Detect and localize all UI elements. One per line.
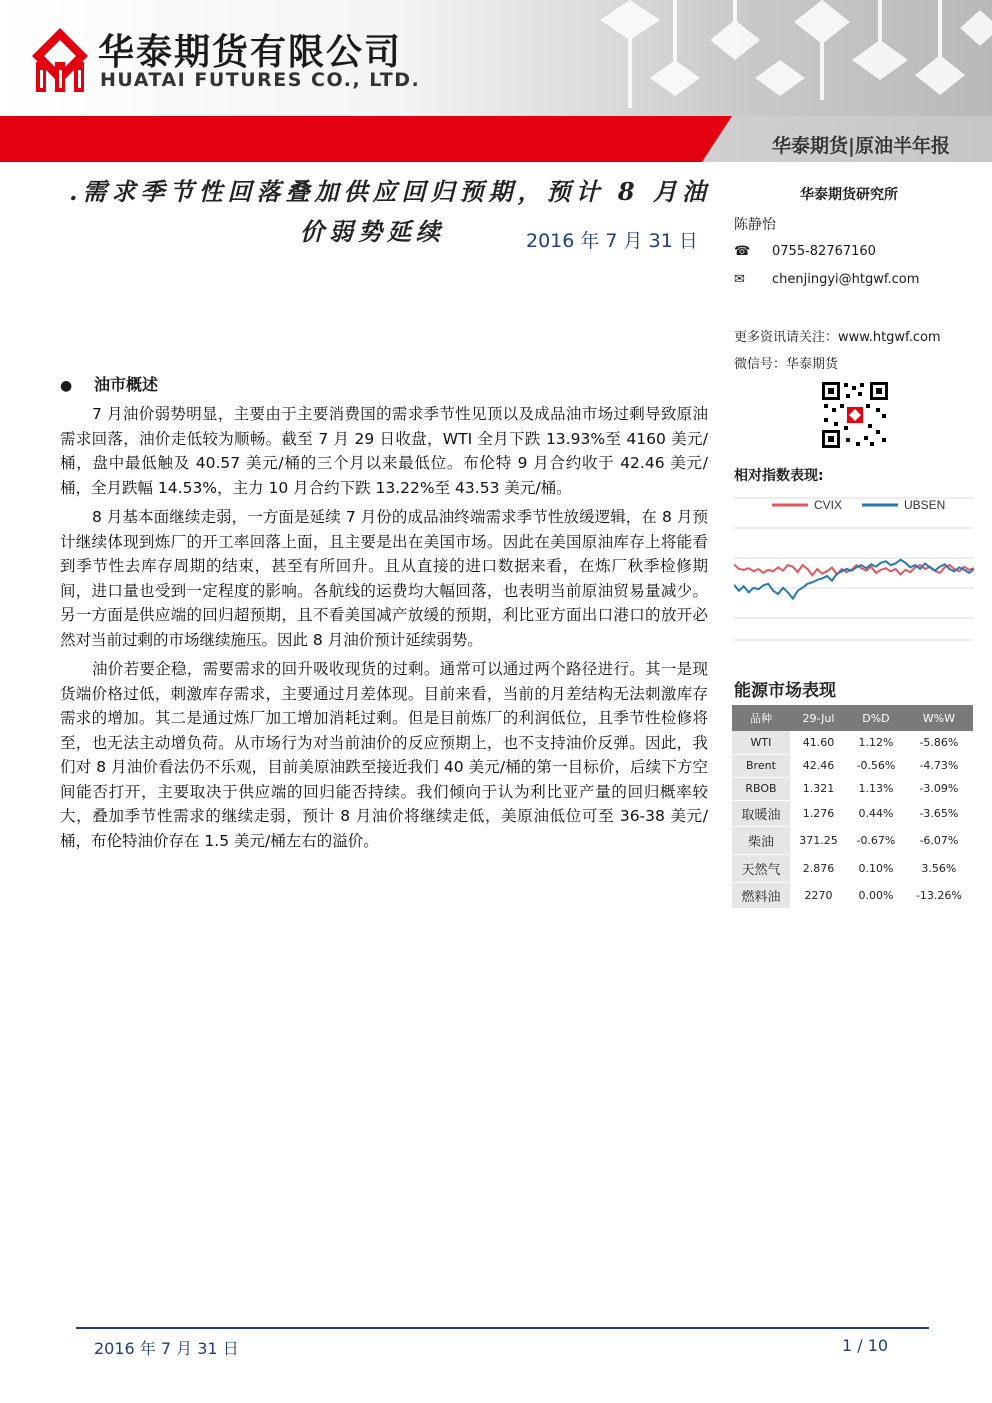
report-type-tag: 华泰期货|原油半年报: [772, 135, 950, 157]
page-header: [0, 0, 992, 118]
cell-ww: -13.26%: [905, 882, 973, 908]
email-address[interactable]: chenjingyi@htgwf.com: [772, 272, 920, 287]
institute-name: 华泰期货研究所: [800, 187, 898, 203]
cell-dd: 1.13%: [847, 777, 905, 800]
report-title-line2: 价弱势延续: [300, 217, 445, 246]
phone-row: [734, 244, 876, 259]
cell-dd: 0.00%: [847, 882, 905, 908]
phone-number: 0755-82767160: [772, 244, 876, 259]
qr-code-icon: [820, 380, 890, 450]
cell-name: 柴油: [732, 826, 790, 854]
report-body: [60, 402, 708, 858]
section-heading: [60, 372, 158, 395]
wechat-id: 微信号：华泰期货: [734, 357, 839, 372]
email-row: [734, 272, 919, 287]
energy-table-row: [732, 854, 973, 882]
more-info-link[interactable]: 更多资讯请关注：www.htgwf.com: [734, 330, 941, 345]
section-heading-text: 油市概述: [94, 375, 159, 394]
cell-price: 41.60: [790, 731, 847, 754]
cell-dd: -0.67%: [847, 826, 905, 854]
col-header-price: 29-Jul: [790, 705, 847, 731]
cell-dd: 0.44%: [847, 800, 905, 826]
series-line-ubsen: [734, 560, 974, 599]
cell-ww: -6.07%: [905, 826, 973, 854]
energy-market-title: 能源市场表现: [734, 681, 836, 701]
footer-divider: [76, 1327, 929, 1329]
cell-name: 天然气: [732, 854, 790, 882]
energy-table-row: [732, 777, 973, 800]
body-paragraph: 8 月基本面继续走弱，一方面是延续 7 月份的成品油终端需求季节性放缓逻辑，在 8 月预计继续体现到炼厂的开工率回落上面，且主要是出在美国市场。因此在美国原油库存上将能看到季节性去库存周期的结束，甚至有所回升。且从直接的进口数据来看，在炼厂秋季检修期间，进口量也受到一定程度的影响。各航线的运费均大幅回落，也表明当前原油贸易量减少。另一方面是供应端的回归超预期，且不看美国减产放缓的预期，利比亚方面出口港口的放开必然对当前过剩的市场继续施压。因此 8 月油价预计延续弱势。: [60, 508, 708, 649]
energy-table-row: [732, 882, 973, 908]
mail-icon: ✉: [734, 272, 745, 287]
cell-dd: 0.10%: [847, 854, 905, 882]
huatai-logo-icon: [30, 26, 90, 94]
relative-index-label: 相对指数表现:: [734, 468, 824, 484]
footer-date: 2016 年 7 月 31 日: [94, 1339, 239, 1358]
cell-price: 1.276: [790, 800, 847, 826]
cell-price: 42.46: [790, 754, 847, 777]
cell-ww: 3.56%: [905, 854, 973, 882]
cell-ww: -3.09%: [905, 777, 973, 800]
analyst-name: 陈静怡: [734, 217, 776, 233]
cell-ww: -4.73%: [905, 754, 973, 777]
energy-table-row: [732, 826, 973, 854]
page-number: 1 / 10: [842, 1336, 889, 1355]
energy-table-row: [732, 754, 973, 777]
body-paragraph: 7 月油价弱势明显，主要由于主要消费国的需求季节性见顶以及成品油市场过剩导致原油需求回落，油价走低较为顺畅。截至 7 月 29 日收盘，WTI 全月下跌 13.93%至 4160 美元/桶，盘中最低触及 40.57 美元/桶的三个月以来最低位。布伦特 9 月合约收于 42.46 美元/桶，全月跌幅 14.53%，主力 10 月合约下跌 13.22%至 43.53 美元/桶。: [60, 405, 708, 497]
phone-icon: ☎: [734, 244, 751, 259]
cell-price: 2.876: [790, 854, 847, 882]
cell-ww: -5.86%: [905, 731, 973, 754]
cell-name: WTI: [732, 731, 790, 754]
col-header-dd: D%D: [847, 705, 905, 731]
col-header-variety: 品种: [732, 705, 790, 731]
company-name-cn: 华泰期货有限公司: [98, 32, 403, 73]
cell-ww: -3.65%: [905, 800, 973, 826]
company-name-en: HUATAI FUTURES CO., LTD.: [100, 69, 421, 91]
legend-label: UBSEN: [904, 498, 946, 512]
energy-market-table: [732, 705, 973, 909]
body-paragraph: 油价若要企稳，需要需求的回升吸收现货的过剩。通常可以通过两个路径进行。其一是现货端价格过低，刺激库存需求，主要通过月差体现。目前来看，当前的月差结构无法刺激库存需求的增加。其二是通过炼厂加工增加消耗过剩。但是目前炼厂的利润低位，且季节性检修将至，也无法主动增负荷。从市场行为对当前油价的反应预期上，也不支持油价反弹。因此，我们对 8 月油价看法仍不乐观，目前美原油跌至接近我们 40 美元/桶的第一目标价，后续下方空间能否打开，主要取决于供应端的回归能否持续。我们倾向于认为利比亚产量的回归概率较大，叠加季节性需求的继续走弱，预计 8 月油价将继续走低，美原油低位可至 36-38 美元/桶，布伦特油价存在 1.5 美元/桶左右的溢价。: [60, 660, 708, 850]
energy-table-row: [732, 731, 973, 754]
report-title-line1: .需求季节性回落叠加供应回归预期，预计 8 月油: [69, 177, 711, 206]
energy-table-header: [732, 705, 973, 731]
cell-name: 燃料油: [732, 882, 790, 908]
cell-price: 1.321: [790, 777, 847, 800]
cell-dd: -0.56%: [847, 754, 905, 777]
cell-price: 371.25: [790, 826, 847, 854]
report-date: 2016 年 7 月 31 日: [526, 230, 698, 252]
decorative-diamond-pattern: [560, 0, 992, 118]
cell-name: RBOB: [732, 777, 790, 800]
cell-dd: 1.12%: [847, 731, 905, 754]
energy-table-row: [732, 800, 973, 826]
relative-index-chart: [734, 490, 974, 642]
cell-name: 取暖油: [732, 800, 790, 826]
cell-price: 2270: [790, 882, 847, 908]
bullet-icon: ●: [60, 378, 73, 394]
cell-name: Brent: [732, 754, 790, 777]
col-header-ww: W%W: [905, 705, 973, 731]
legend-label: CVIX: [814, 498, 843, 512]
